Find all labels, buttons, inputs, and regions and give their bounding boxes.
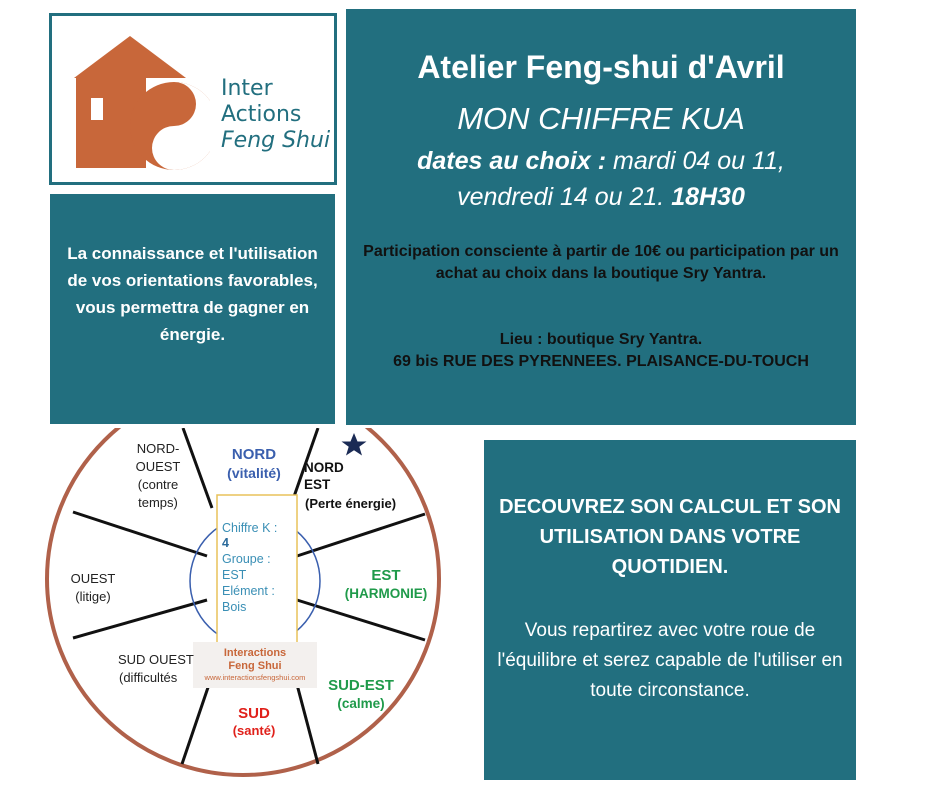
logo-line-2: Actions — [221, 102, 302, 127]
dates-value-1: mardi 04 ou 11, — [613, 147, 785, 175]
event-box — [346, 9, 856, 425]
intro-box — [50, 194, 335, 424]
dates-value-2: vendredi 14 ou 21. — [457, 183, 665, 211]
label-nord-ouest-2: OUEST — [135, 459, 181, 474]
logo-line-3: Feng Shui — [221, 128, 331, 153]
card-groupe-value: EST — [222, 568, 247, 582]
logo-text — [221, 76, 330, 154]
discover-title: DECOUVREZ SON CALCUL ET SON UTILISATION DANS VOTRE QUOTIDIEN. — [499, 496, 841, 578]
label-nord-est-1: NORD — [304, 460, 344, 475]
star-icon — [342, 433, 367, 456]
label-sud-est: SUD-EST — [328, 677, 394, 694]
participation-text: Participation consciente à partir de 10€ ou participation par un achat au choix dans la boutique Sry Yantra. — [363, 243, 839, 282]
label-nord-ouest-4: temps) — [138, 495, 178, 510]
logo-line-1: Inter — [221, 76, 273, 101]
stamp-line-2: Feng Shui — [228, 660, 282, 672]
card-groupe-label: Groupe : — [222, 552, 271, 566]
event-subtitle: MON CHIFFRE KUA — [457, 101, 745, 136]
kua-wheel — [0, 428, 480, 788]
label-nord: NORD — [231, 446, 277, 463]
location-line-1: Lieu : boutique Sry Yantra. — [499, 331, 703, 348]
intro-text: La connaissance et l'utilisation de vos orientations favorables, vous permettra de gagner en énergie. — [67, 244, 318, 344]
location-line-2: 69 bis RUE DES PYRENNEES. PLAISANCE-DU-TOUCH — [393, 353, 809, 370]
label-sud: SUD — [238, 705, 270, 722]
discover-box — [484, 440, 856, 780]
label-sud-ouest: SUD OUEST — [118, 652, 194, 667]
event-time: 18H30 — [671, 183, 745, 211]
event-dates-line-2 — [346, 183, 856, 212]
label-sud-sub: (santé) — [232, 723, 276, 738]
label-sud-est-sub: (calme) — [337, 696, 385, 711]
label-est-sub: (HARMONIE) — [344, 586, 428, 601]
label-ouest-sub: (litige) — [75, 589, 111, 604]
card-element-label: Elément : — [222, 584, 275, 598]
label-nord-est-2: EST — [304, 477, 331, 492]
stamp-line-1: Interactions — [223, 647, 287, 659]
dates-label: dates au choix : — [417, 147, 607, 175]
location — [346, 329, 856, 373]
label-ouest: OUEST — [70, 571, 116, 586]
discover-text: Vous repartirez avec votre roue de l'équilibre et serez capable de l'utiliser en toute circonstance. — [497, 620, 843, 701]
label-nord-est-3: (Perte énergie) — [305, 496, 397, 511]
event-dates-line-1 — [346, 147, 856, 176]
label-nord-ouest-3: (contre — [137, 477, 179, 492]
event-title: Atelier Feng-shui d'Avril — [417, 49, 785, 85]
label-nord-sub: (vitalité) — [227, 465, 281, 481]
house-logo-icon — [70, 30, 210, 180]
card-element-value: Bois — [222, 600, 247, 614]
label-est: EST — [371, 567, 401, 584]
logo-box — [49, 13, 337, 185]
card-chiffre-label: Chiffre K : — [222, 521, 278, 535]
card-chiffre-value: 4 — [222, 536, 229, 550]
label-nord-ouest-1: NORD- — [136, 441, 180, 456]
label-sud-ouest-sub: (difficultés — [119, 670, 178, 685]
stamp-url: www.interactionsfengshui.com — [204, 673, 306, 682]
